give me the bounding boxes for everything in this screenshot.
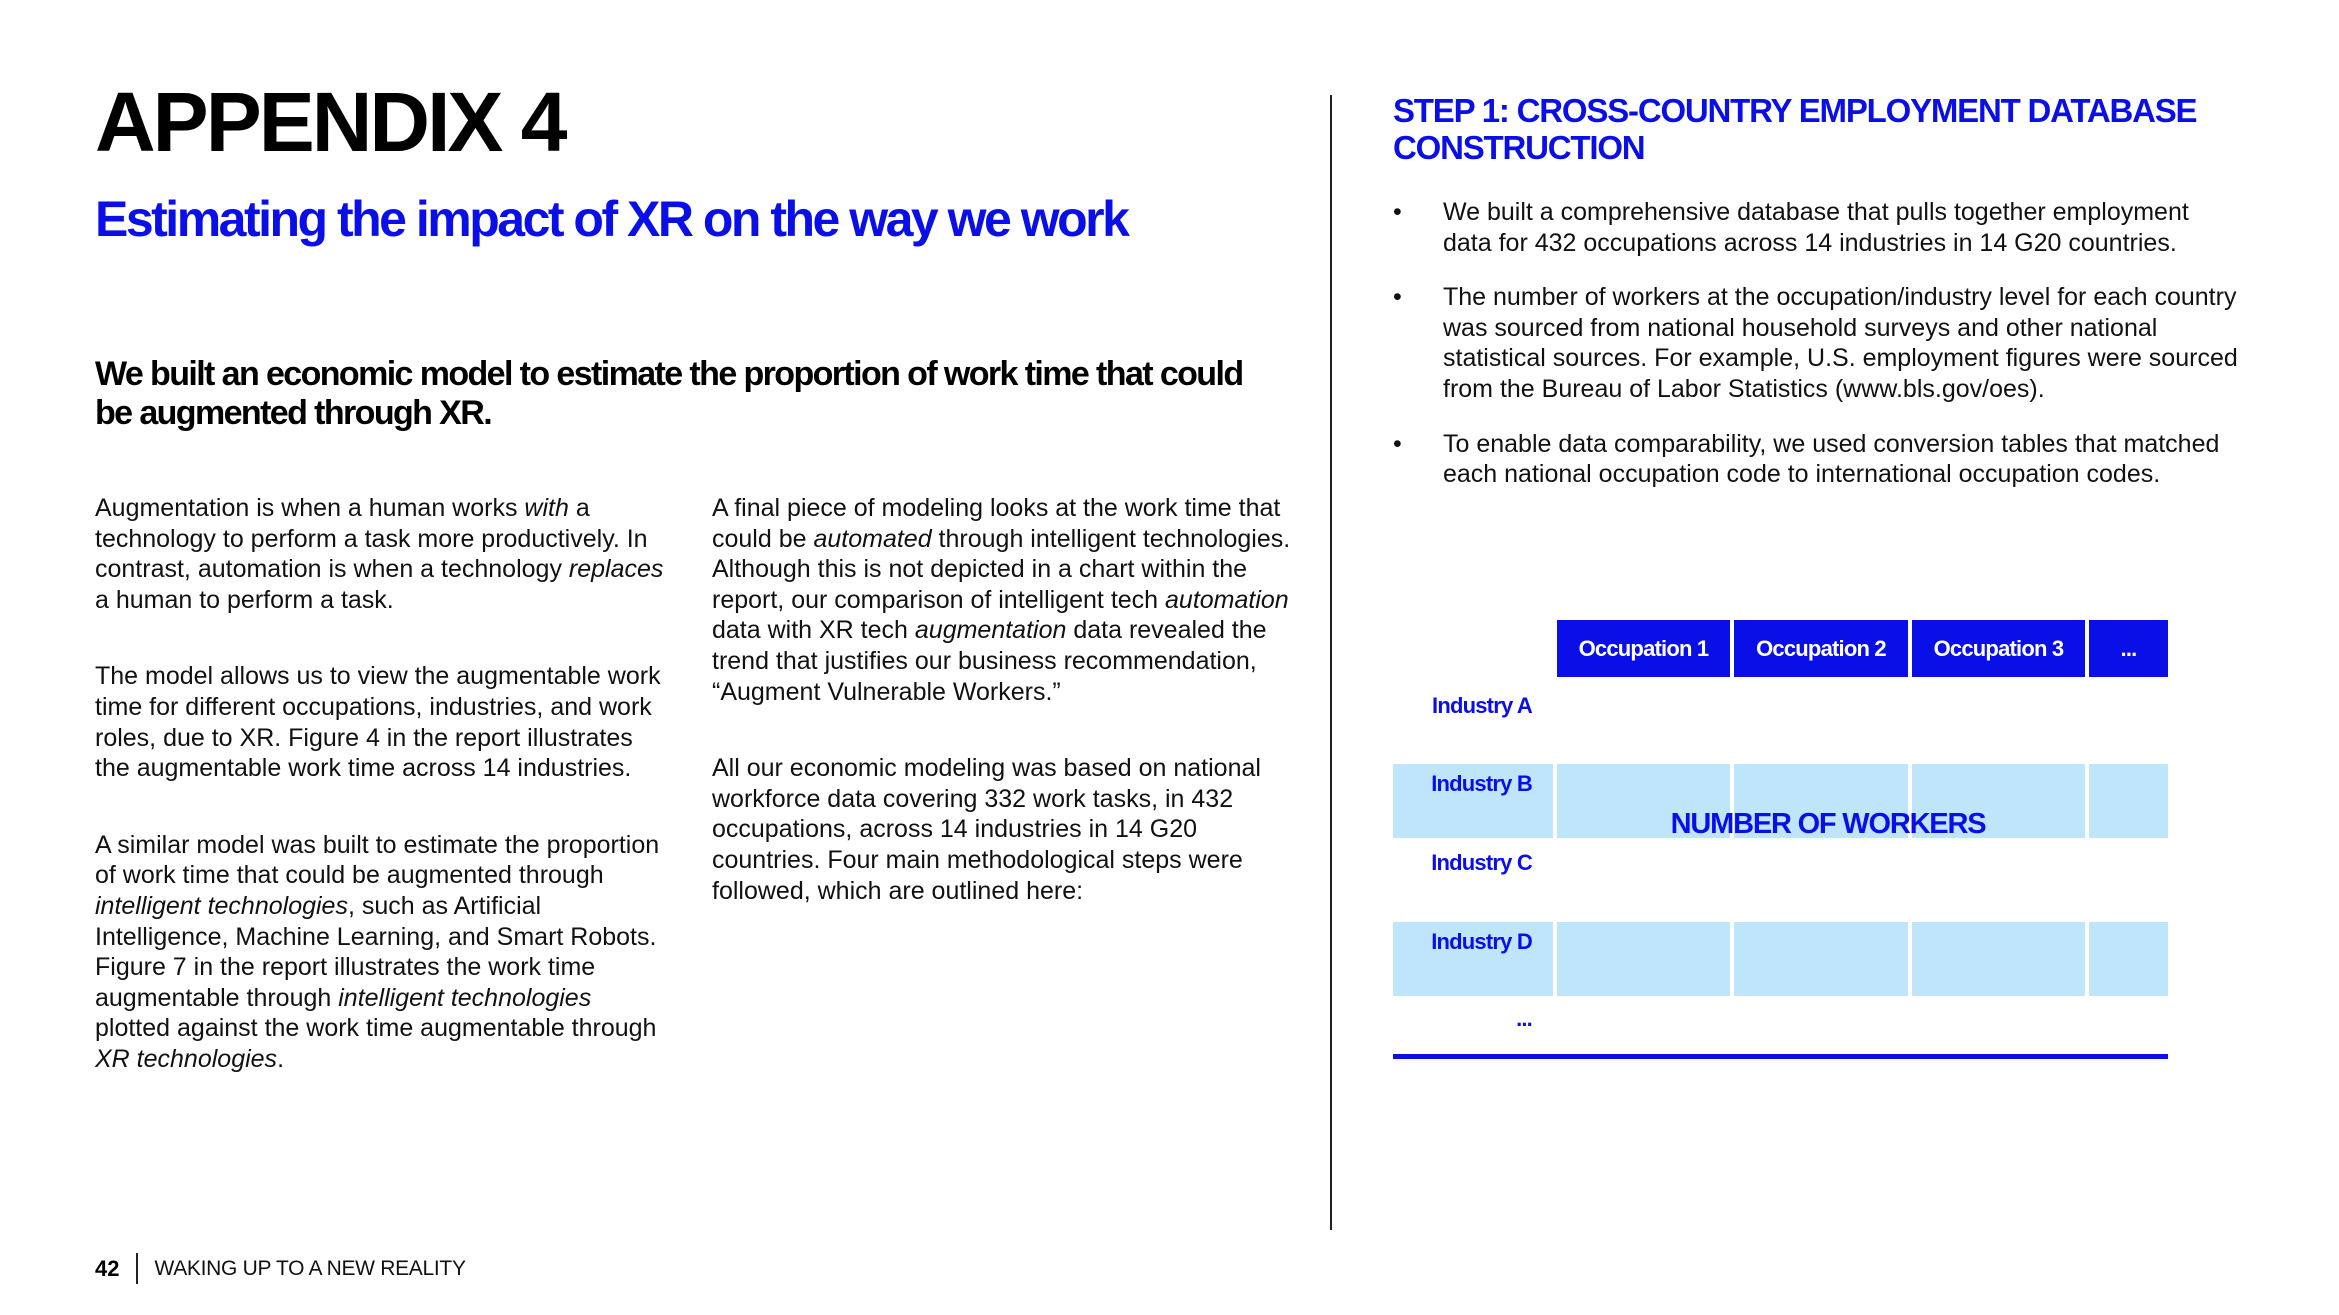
- industry-label-b: Industry B: [1431, 771, 1532, 796]
- industry-label-c: Industry C: [1431, 850, 1532, 875]
- occupation-header-1: Occupation 1: [1557, 620, 1730, 677]
- band-cell: [2089, 764, 2168, 838]
- industry-label-a: Industry A: [1432, 693, 1532, 718]
- text-run: a human to perform a task.: [95, 585, 394, 614]
- emphasis-text: augmentation: [914, 616, 1067, 645]
- occupation-header-more: ...: [2089, 620, 2168, 677]
- band-cell: [2089, 922, 2168, 996]
- step-bullet-list: [1393, 197, 2243, 514]
- text-run: plotted against the work time augmentable through: [95, 1014, 657, 1043]
- footer-separator: [136, 1253, 138, 1284]
- text-run: .: [277, 1044, 285, 1073]
- band-cell: [1557, 922, 1730, 996]
- methodology-paragraph: All our economic modeling was based on national workforce data covering 332 work tasks, in 432 occupations, across 14 industries in 14 G20 countries. Four main methodological steps were followed, which are outlined here:: [712, 754, 1261, 905]
- diagram-baseline: [1393, 1054, 2168, 1059]
- text-run: A similar model was built to estimate the proportion of work time that could be augmented through: [95, 830, 660, 890]
- middle-text-column: [712, 493, 1292, 906]
- bullet-dot-icon: •: [1393, 429, 1402, 458]
- page-footer: [95, 1253, 466, 1284]
- emphasis-text: replaces: [568, 555, 664, 584]
- occupation-header-2: Occupation 2: [1734, 620, 1908, 677]
- occupation-header-3: Occupation 3: [1912, 620, 2085, 677]
- text-run: data with XR tech: [712, 616, 915, 645]
- text-run: through intelligent technologies. Although this is not depicted in a chart within the report, our comparison of intelligent tech: [712, 524, 1291, 614]
- list-item: [1393, 197, 2243, 258]
- text-run: a technology to perform a task more productively. In contrast, automation is when a technology: [95, 494, 648, 584]
- model-paragraph: The model allows us to view the augmentable work time for different occupations, industries, and work roles, due to XR. Figure 4 in the report illustrates the augmentable work time across 14 industries.: [95, 662, 661, 783]
- emphasis-text: automation: [1165, 585, 1289, 614]
- text-run: Augmentation is when a human works: [95, 494, 525, 522]
- bullet-dot-icon: •: [1393, 283, 1402, 312]
- emphasis-text: with: [524, 494, 569, 522]
- list-item: [1393, 282, 2243, 404]
- emphasis-text: intelligent technologies: [338, 983, 592, 1012]
- text-run: data revealed the trend that justifies our business recommendation, “Augment Vulnerable Workers.”: [712, 616, 1267, 706]
- bullet-text: The number of workers at the occupation/industry level for each country was sourced from national household surveys and other national statistical sources. For example, U.S. employment figures were sourced from the Bureau of Labor Statistics (www.bls.gov/oes).: [1443, 283, 2238, 403]
- appendix-title: APPENDIX 4: [95, 75, 565, 169]
- page-subtitle: Estimating the impact of XR on the way we work: [95, 191, 1128, 247]
- bullet-dot-icon: •: [1393, 198, 1402, 226]
- emphasis-text: intelligent technologies: [95, 891, 348, 920]
- lead-statement: We built an economic model to estimate the proportion of work time that could be augmented through XR.: [95, 355, 1243, 432]
- intelligent-tech-paragraph: [95, 830, 665, 1075]
- bullet-text: We built a comprehensive database that pulls together employment data for 432 occupations across 14 industries in 14 G20 countries.: [1443, 198, 2189, 257]
- industry-label-d: Industry D: [1431, 929, 1532, 954]
- automation-paragraph: [712, 493, 1292, 707]
- page-number: 42: [95, 1255, 120, 1281]
- band-cell: [1912, 922, 2085, 996]
- step-title: STEP 1: CROSS-COUNTRY EMPLOYMENT DATABASE CONSTRUCTION: [1393, 92, 2197, 166]
- text-run: A final piece of modeling looks at the work time that could be: [712, 494, 1281, 553]
- list-item: [1393, 429, 2243, 490]
- number-of-workers-label: NUMBER OF WORKERS: [1670, 808, 1986, 840]
- employment-database-diagram: [1393, 620, 2173, 1060]
- bullet-text: To enable data comparability, we used conversion tables that matched each national occupation code to international occupation codes.: [1443, 429, 2220, 489]
- emphasis-text: automated: [813, 524, 932, 553]
- publication-title: WAKING UP TO A NEW REALITY: [154, 1256, 466, 1280]
- emphasis-text: XR technologies: [95, 1044, 278, 1073]
- band-cell: [1734, 922, 1908, 996]
- left-text-column: [95, 493, 665, 1075]
- column-divider: [1330, 95, 1332, 1230]
- augmentation-definition-paragraph: [95, 493, 665, 615]
- industry-label-more: ...: [1516, 1006, 1532, 1031]
- text-run: , such as Artificial Intelligence, Machine Learning, and Smart Robots. Figure 7 in the report illustrates the work time augmentable through: [95, 891, 657, 1012]
